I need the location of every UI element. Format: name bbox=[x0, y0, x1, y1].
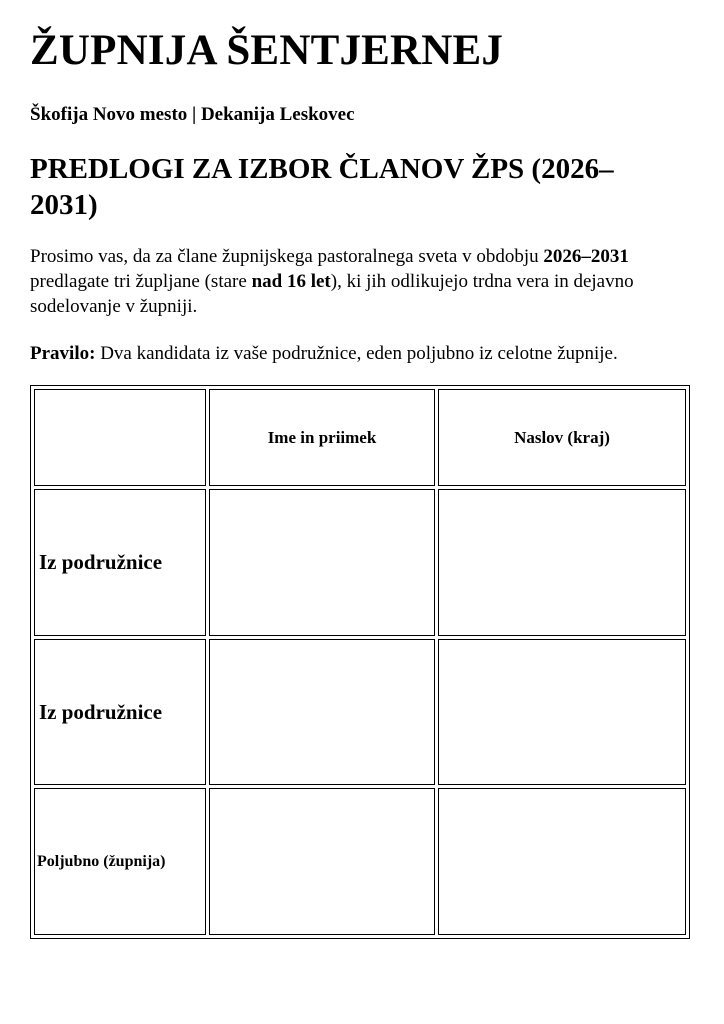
intro-paragraph bbox=[30, 244, 694, 319]
intro-age: nad 16 let bbox=[251, 271, 331, 292]
row-label-parish: Poljubno (župnija) bbox=[34, 788, 206, 935]
header-cell-empty bbox=[34, 389, 206, 486]
table-row bbox=[34, 788, 686, 935]
intro-text-1: Prosimo vas, da za člane župnijskega pastoralnega sveta v obdobju bbox=[30, 246, 544, 267]
diocese-subtitle: Škofija Novo mesto | Dekanija Leskovec bbox=[30, 104, 355, 125]
table-row bbox=[34, 489, 686, 636]
rule-label: Pravilo: bbox=[30, 343, 96, 364]
parish-title: ŽUPNIJA ŠENTJERNEJ bbox=[30, 27, 504, 74]
intro-period: 2026–2031 bbox=[543, 246, 629, 267]
name-cell-2[interactable] bbox=[209, 639, 435, 786]
header-cell-name: Ime in priimek bbox=[209, 389, 435, 486]
intro-text-2: predlagate tri župljane (stare bbox=[30, 271, 252, 292]
row-label-branch-2: Iz podružnice bbox=[34, 639, 206, 786]
rule-text: Dva kandidata iz vaše podružnice, eden poljubno iz celotne župnije. bbox=[95, 343, 618, 364]
row-label-branch-1: Iz podružnice bbox=[34, 489, 206, 636]
header-cell-address: Naslov (kraj) bbox=[438, 389, 686, 486]
candidates-table bbox=[30, 385, 690, 939]
table-header-row bbox=[34, 389, 686, 486]
table-row bbox=[34, 639, 686, 786]
address-cell-1[interactable] bbox=[438, 489, 686, 636]
form-heading: PREDLOGI ZA IZBOR ČLANOV ŽPS (2026–2031) bbox=[30, 153, 614, 221]
address-cell-2[interactable] bbox=[438, 639, 686, 786]
rule-paragraph bbox=[30, 341, 694, 366]
intro-text-3: ), ki jih odlikujejo trdna vera in dejavno sodelovanje v župniji. bbox=[30, 271, 634, 317]
address-cell-3[interactable] bbox=[438, 788, 686, 935]
name-cell-3[interactable] bbox=[209, 788, 435, 935]
name-cell-1[interactable] bbox=[209, 489, 435, 636]
